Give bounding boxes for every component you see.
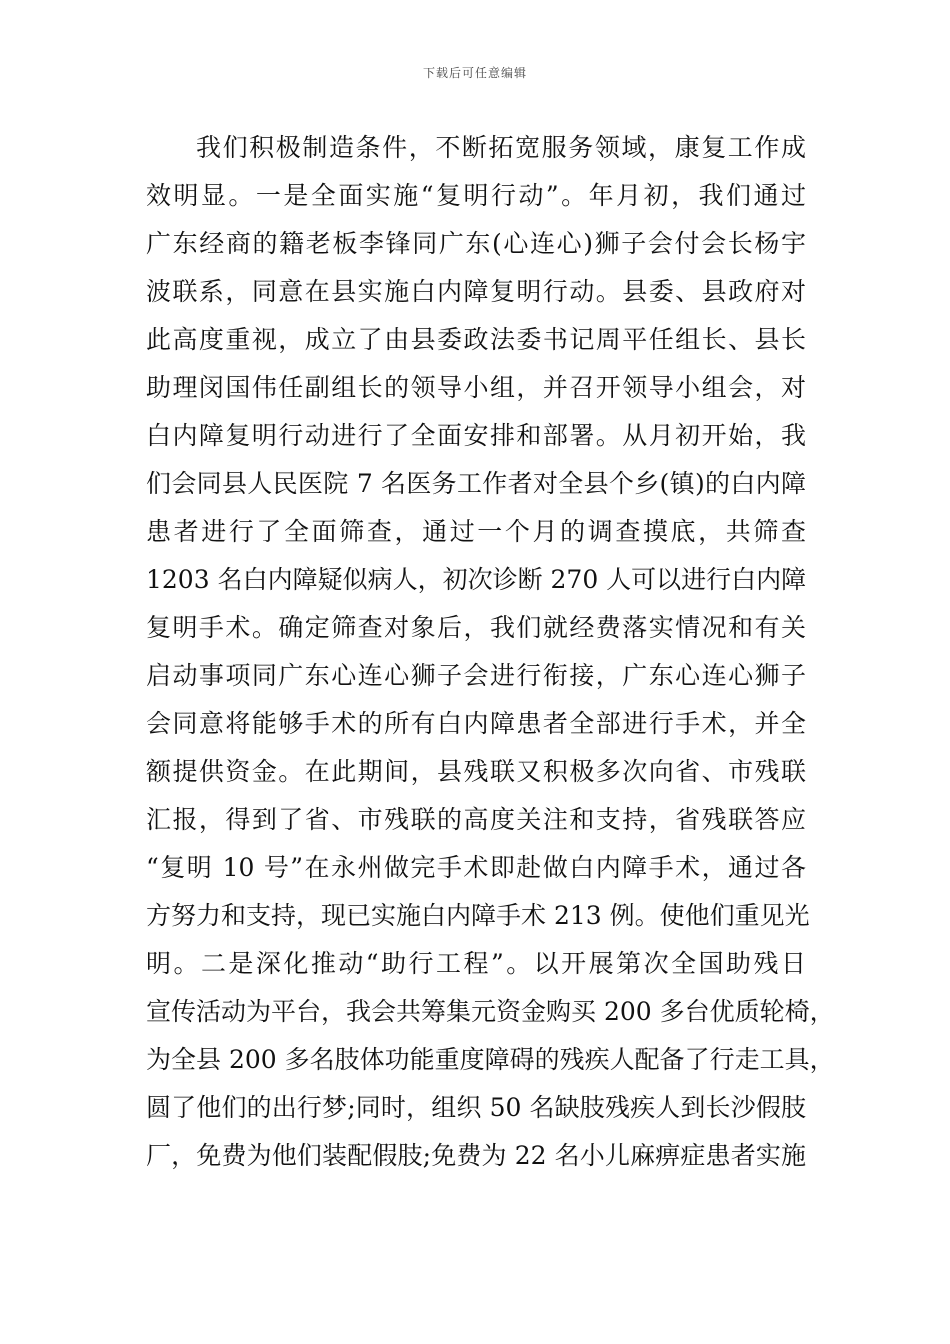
text-line: 明。二是深化推动“助行工程”。以开展第次全国助残日 xyxy=(146,949,806,978)
text-line: 白内障复明行动进行了全面安排和部署。从月初开始，我 xyxy=(146,421,806,450)
text-line: 患者进行了全面筛查，通过一个月的调查摸底，共筛查 xyxy=(146,517,806,546)
text-line: “复明 10 号”在永州做完手术即赴做白内障手术，通过各 xyxy=(146,853,806,882)
text-line: 们会同县人民医院 7 名医务工作者对全县个乡(镇)的白内障 xyxy=(146,469,806,498)
text-line: 厂，免费为他们装配假肢;免费为 22 名小儿麻痹症患者实施 xyxy=(146,1141,806,1170)
text-line: 方努力和支持，现已实施白内障手术 213 例。使他们重见光 xyxy=(146,901,810,930)
body-paragraph xyxy=(146,124,835,1180)
text-line: 宣传活动为平台，我会共筹集元资金购买 200 多台优质轮椅， xyxy=(146,997,835,1026)
text-line: 汇报，得到了省、市残联的高度关注和支持，省残联答应 xyxy=(146,805,806,834)
text-line: 此高度重视，成立了由县委政法委书记周平任组长、县长 xyxy=(146,325,806,354)
page-header: 下载后可任意编辑 xyxy=(422,66,527,80)
text-line: 复明手术。确定筛查对象后，我们就经费落实情况和有关 xyxy=(146,613,806,642)
text-line: 圆了他们的出行梦;同时，组织 50 名缺肢残疾人到长沙假肢 xyxy=(146,1093,806,1122)
text-line: 启动事项同广东心连心狮子会进行衔接，广东心连心狮子 xyxy=(146,661,806,690)
text-line: 我们积极制造条件，不断拓宽服务领域，康复工作成 xyxy=(196,133,806,162)
text-line: 助理闵国伟任副组长的领导小组，并召开领导小组会，对 xyxy=(146,373,806,402)
text-line: 1203 名白内障疑似病人，初次诊断 270 人可以进行白内障 xyxy=(146,565,807,594)
text-line: 效明显。一是全面实施“复明行动”。年月初，我们通过 xyxy=(146,181,806,210)
text-line: 为全县 200 多名肢体功能重度障碍的残疾人配备了行走工具， xyxy=(146,1045,835,1074)
text-line: 会同意将能够手术的所有白内障患者全部进行手术，并全 xyxy=(146,709,806,738)
text-line: 额提供资金。在此期间，县残联又积极多次向省、市残联 xyxy=(146,757,806,786)
text-line: 波联系，同意在县实施白内障复明行动。县委、县政府对 xyxy=(146,277,806,306)
text-line: 广东经商的籍老板李锋同广东(心连心)狮子会付会长杨宇 xyxy=(146,229,806,258)
